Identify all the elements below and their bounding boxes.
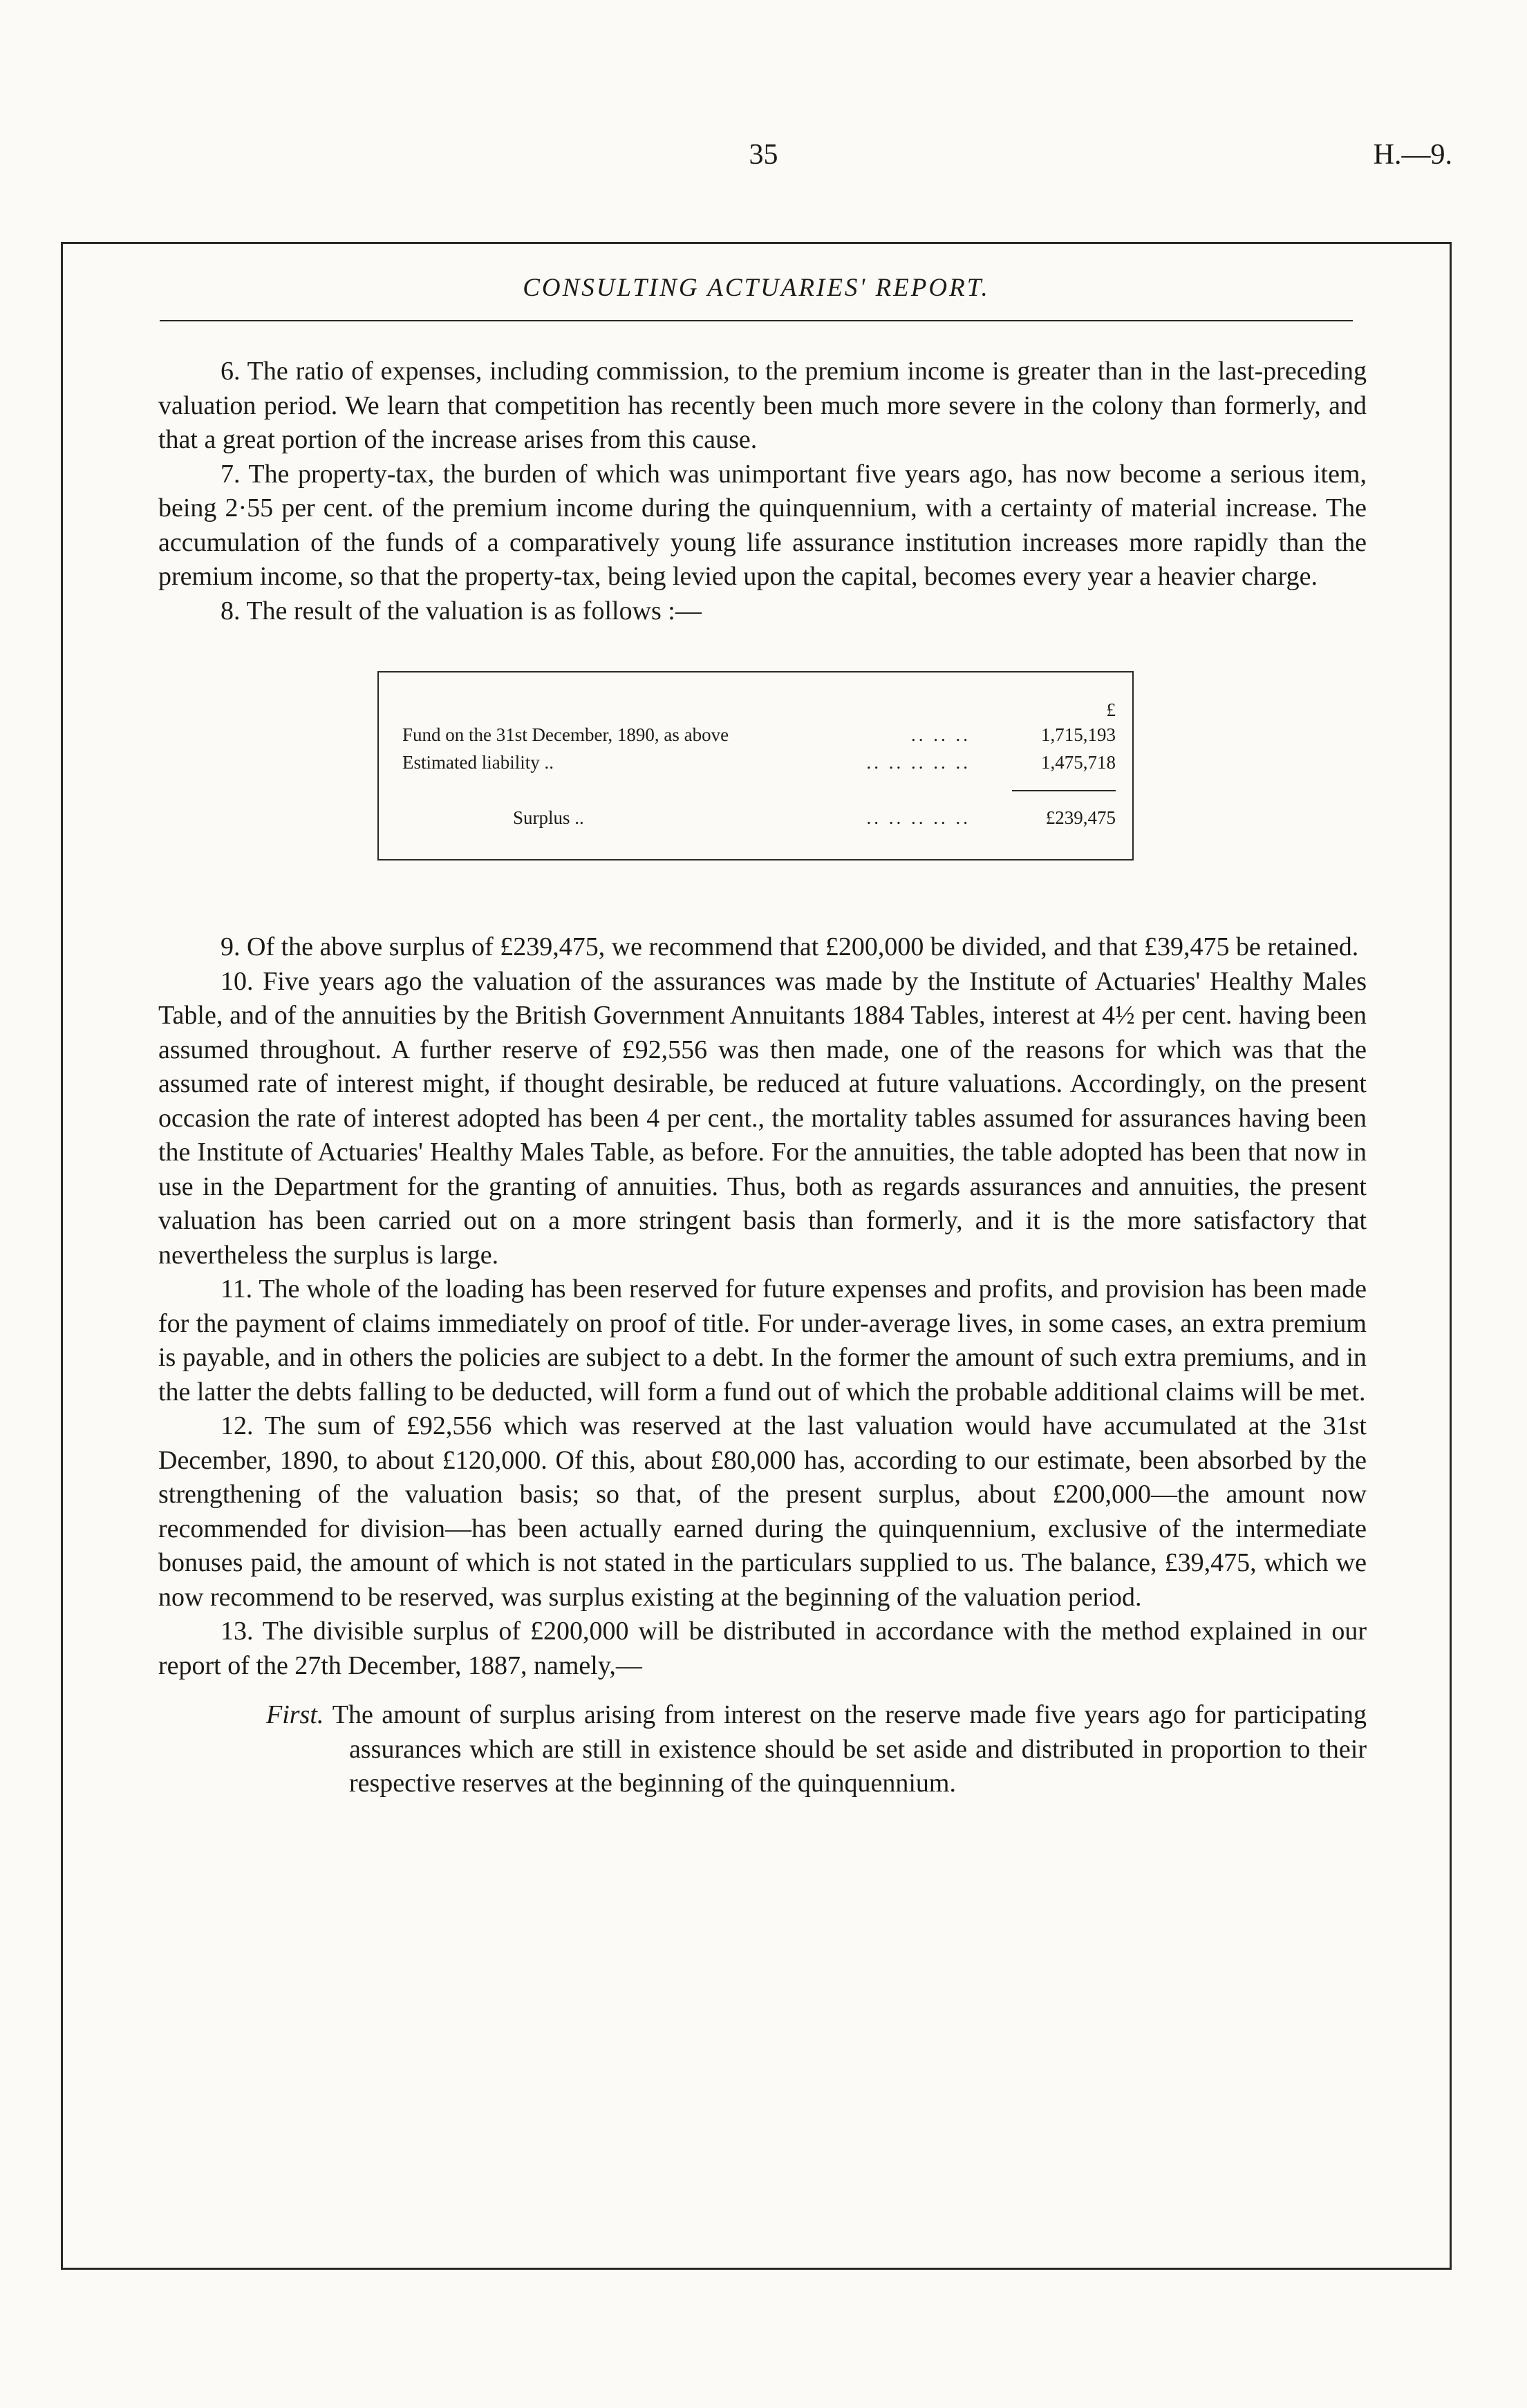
total-amount: £239,475: [1045, 807, 1116, 828]
paragraph-6: 6. The ratio of expenses, including commission, to the premium income is greater than in the last-preceding valuation period. We learn that competition has recently been much more severe in the colony than formerly, and that a great portion of the increase arises from this cause.: [158, 357, 1367, 454]
page-number: 35: [749, 139, 778, 171]
row-label: Fund on the 31st December, 1890, as above: [402, 724, 729, 745]
row-amount: 1,715,193: [1041, 724, 1116, 745]
paragraph-13: 13. The divisible surplus of £200,000 will be distributed in accordance with the method explained in our report of the 27th December, 1887, namely,—: [158, 1617, 1367, 1680]
list-item-text: The amount of surplus arising from interest on the reserve made five years ago for participating assurances which are still in existence should be set aside and distributed in proportion to their respective reserves at the beginning of the quinquennium.: [332, 1700, 1367, 1798]
paragraph-11: 11. The whole of the loading has been reserved for future expenses and profits, and provision has been made for the payment of claims immediately on proof of title. For under-average lives, in some cases, an extra premium is payable, and in others the policies are subject to a debt. In the former the amount of such extra premiums, and in the latter the debts falling to be deducted, will form a fund out of which the probable additional claims will be met.: [158, 1274, 1367, 1407]
report-body: [158, 355, 1367, 1801]
valuation-table: [377, 671, 1134, 860]
leader-dots: .. .. ..: [911, 724, 971, 745]
leader-dots: .. .. .. .. ..: [866, 807, 971, 828]
list-item-lead: First.: [266, 1700, 332, 1729]
document-reference: H.—9.: [1373, 139, 1452, 171]
paragraph-7: 7. The property-tax, the burden of which was unimportant five years ago, has now become a serious item, being 2·55 per cent. of the premium income during the quinquennium, with a certainty of material increase. The accumulation of the funds of a comparatively young life assurance institution increases more rapidly than the premium income, so that the property-tax, being levied upon the capital, becomes every year a heavier charge.: [158, 459, 1367, 591]
paragraph-9: 9. Of the above surplus of £239,475, we recommend that £200,000 be divided, and that £39,475 be retained.: [221, 932, 1359, 961]
row-label: Estimated liability ..: [402, 752, 554, 773]
valuation-table-wrapper: [158, 671, 1367, 930]
leader-dots: .. .. .. .. ..: [866, 752, 971, 773]
paragraph-8: 8. The result of the valuation is as follows :—: [221, 596, 702, 625]
currency-header: £: [1106, 699, 1116, 720]
row-amount: 1,475,718: [1041, 752, 1116, 773]
total-rule: [1012, 790, 1116, 791]
total-label: Surplus ..: [513, 807, 584, 828]
report-title: CONSULTING ACTUARIES' REPORT.: [523, 274, 990, 302]
first-list-item: [158, 1698, 1367, 1801]
paragraph-10: 10. Five years ago the valuation of the assurances was made by the Institute of Actuaries' Healthy Males Table, and of the annuities by the British Government Annuitants 1884 Tables, interest at 4½ per cent. having been assumed throughout. A further reserve of £92,556 was then made, one of the reasons for which was that the assumed rate of interest might, if thought desirable, be reduced at future valuations. Accordingly, on the present occasion the rate of interest adopted has been 4 per cent., the mortality tables assumed for assurances having been the Institute of Actuaries' Healthy Males Table, as before. For the annuities, the table adopted has been that now in use in the Department for the granting of annuities. Thus, both as regards assurances and annuities, the present valuation has been carried out on a more stringent basis than formerly, and it is the more satisfactory that nevertheless the surplus is large.: [158, 966, 1367, 1270]
report-frame: [61, 242, 1452, 2270]
title-rule: [160, 320, 1353, 321]
paragraph-12: 12. The sum of £92,556 which was reserved at the last valuation would have accumulated at the 31st December, 1890, to about £120,000. Of this, about £80,000 has, according to our estimate, been absorbed by the strengthening of the valuation basis; so that, of the present surplus, about £200,000—the amount now recommended for division—has been actually earned during the quinquennium, exclusive of the intermediate bonuses paid, the amount of which is not stated in the particulars supplied to us. The balance, £39,475, which we now recommend to be reserved, was surplus existing at the beginning of the valuation period.: [158, 1411, 1367, 1612]
